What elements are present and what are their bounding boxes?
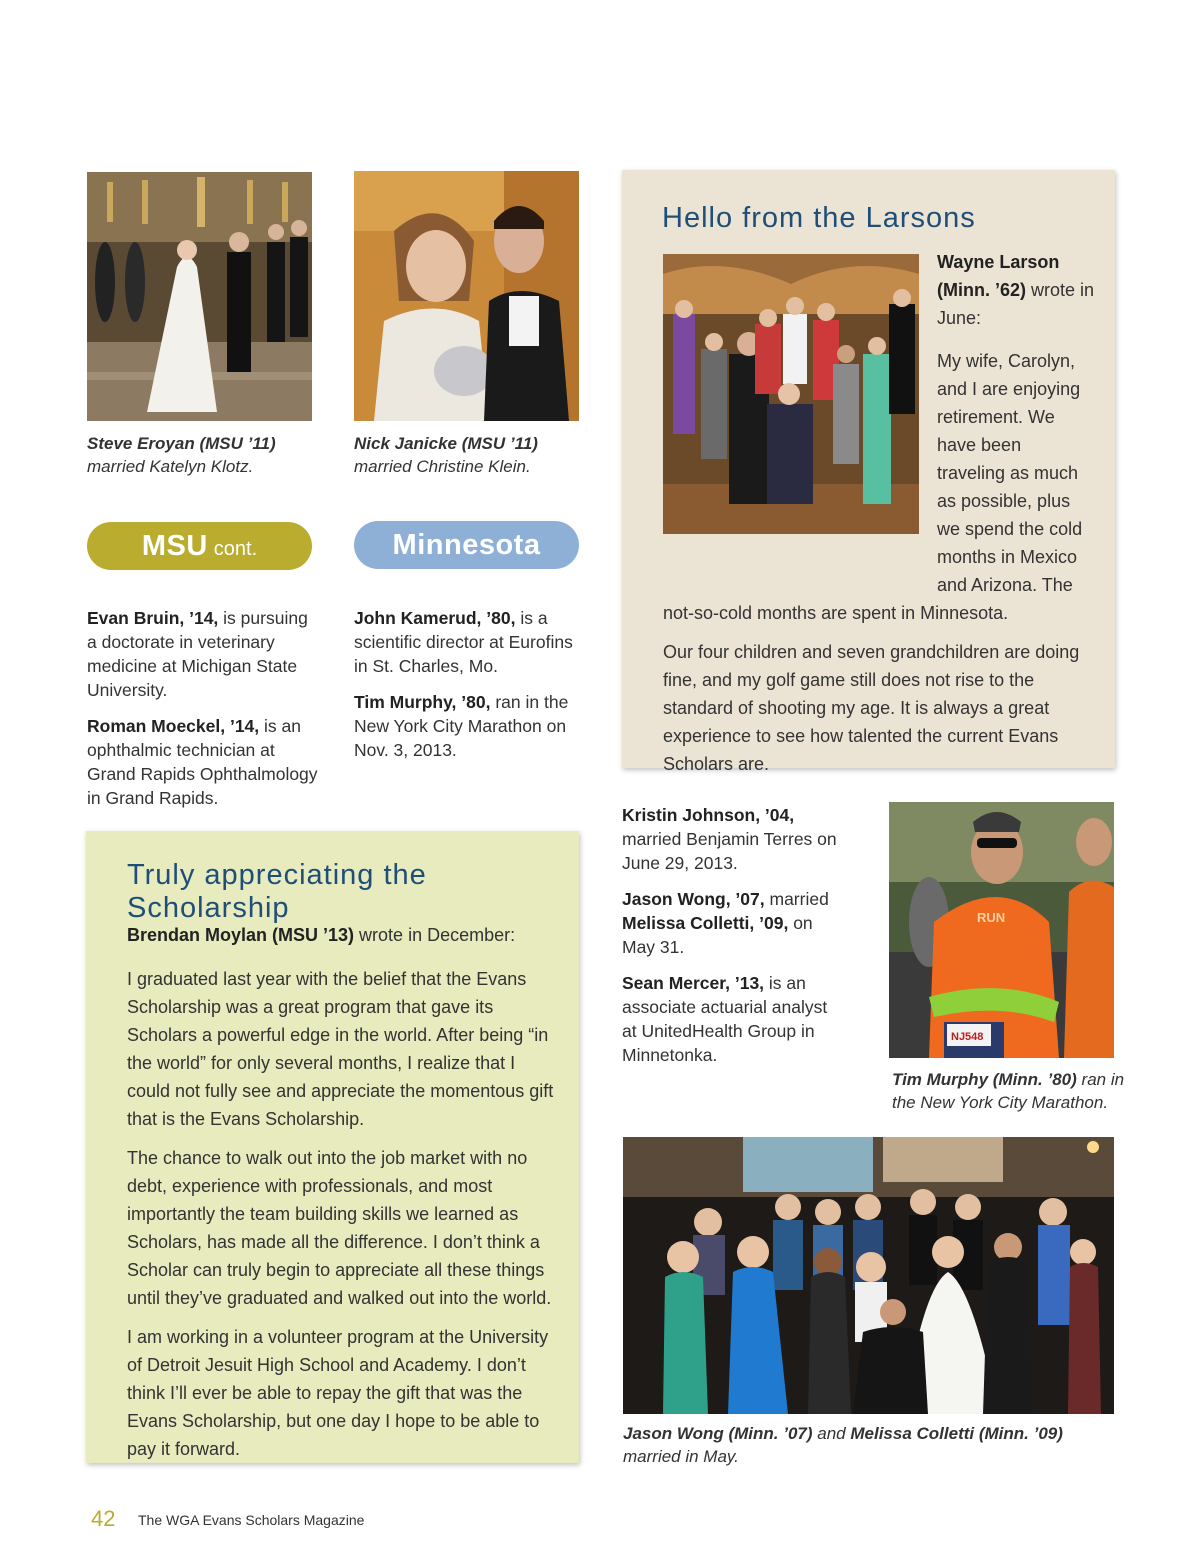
minnesota-notes-more xyxy=(622,803,842,1079)
note-text: is pursuing a doctorate in veterinary medicine at Michigan State University. xyxy=(87,608,308,700)
caption-eroyan xyxy=(87,432,327,478)
note-name-2: Melissa Colletti, ’09, xyxy=(622,913,789,933)
larsons-paragraph-1: My wife, Carolyn, and I are enjoying retirement. We have been traveling as much as possible, plus we spend the cold months in Mexico and Arizona. The not-so-cold months are spent in Minnesota. xyxy=(663,351,1083,623)
caption-name: Steve Eroyan (MSU ’11) xyxy=(87,434,276,453)
caption-text: ran in the New York City Marathon. xyxy=(892,1070,1125,1112)
note-name: Jason Wong, ’07, xyxy=(622,889,765,909)
note-text: on May 31. xyxy=(622,913,813,957)
larsons-paragraph-1-wrap xyxy=(663,347,1093,637)
photo-wong-colletti-wedding xyxy=(623,1137,1114,1414)
note-name: Tim Murphy, ’80, xyxy=(354,692,491,712)
note-text: ran in the New York City Marathon on Nov. 3, 2013. xyxy=(354,692,569,760)
class-note xyxy=(354,606,579,678)
page-number: 42 xyxy=(91,1506,116,1531)
note-name: Roman Moeckel, ’14, xyxy=(87,716,260,736)
caption-name: Tim Murphy (Minn. ’80) xyxy=(892,1070,1077,1089)
scholarship-paragraph: I graduated last year with the belief that the Evans Scholarship was a great program that gave its Scholars a powerful edge in the world. After being “in the world” for only several months, I realize that I could not fully see and appreciate the momentous gift that is the Evans Scholarship. xyxy=(127,969,554,1129)
note-name: Sean Mercer, ’13, xyxy=(622,973,765,993)
class-note xyxy=(622,887,842,959)
section-label: Minnesota xyxy=(392,528,541,561)
larsons-title: Hello from the Larsons xyxy=(662,202,976,234)
caption-name-2: Melissa Colletti (Minn. ’09) xyxy=(850,1424,1063,1443)
larsons-paragraph-2: Our four children and seven grandchildren are doing fine, and my golf game still does not rise to the standard of shooting my age. It is always a great experience to see how talented the current Evans Scholars are. xyxy=(663,642,1080,774)
msu-notes xyxy=(87,606,319,822)
caption-text: married Katelyn Klotz. xyxy=(87,457,254,476)
note-text: married xyxy=(769,889,829,909)
scholarship-paragraph: The chance to walk out into the job market with no debt, experience with professionals, and most importantly the team building skills we learned as Scholars, has made all the difference. I don’t think a Scholar can truly begin to appreciate all these things until they’ve graduated and walked out into the world. xyxy=(127,1148,552,1308)
scholarship-paragraph: I am working in a volunteer program at the University of Detroit Jesuit High School and Academy. I don’t think I’ll ever be able to repay the gift that was the Evans Scholarship, but one day I hope to be able to pay it forward. xyxy=(127,1327,549,1459)
caption-text: married Christine Klein. xyxy=(354,457,531,476)
caption-janicke xyxy=(354,432,594,478)
section-label: MSU xyxy=(141,529,208,562)
note-text: is an associate actuarial analyst at UnitedHealth Group in Minnetonka. xyxy=(622,973,828,1065)
class-note xyxy=(622,803,842,875)
larsons-intro xyxy=(937,248,1097,332)
note-name: John Kamerud, ’80, xyxy=(354,608,516,628)
note-text: is a scientific director at Eurofins in St. Charles, Mo. xyxy=(354,608,573,676)
scholarship-intro xyxy=(127,921,557,949)
photo-eroyan-wedding xyxy=(87,172,312,421)
caption-text: and xyxy=(817,1424,846,1443)
caption-text: married in May. xyxy=(623,1447,739,1466)
larsons-author-rest: wrote in June: xyxy=(937,280,1095,328)
photo-janicke-wedding xyxy=(354,171,579,421)
minnesota-notes xyxy=(354,606,579,774)
class-note xyxy=(87,606,319,702)
caption-name: Nick Janicke (MSU ’11) xyxy=(354,434,538,453)
larsons-author: Wayne Larson (Minn. ’62) xyxy=(937,252,1060,300)
note-name: Evan Bruin, ’14, xyxy=(87,608,219,628)
scholarship-author: Brendan Moylan (MSU ’13) xyxy=(127,925,355,945)
scholarship-sidebar xyxy=(86,831,579,1463)
scholarship-author-rest: wrote in December: xyxy=(359,925,516,945)
note-text: married Benjamin Terres on June 29, 2013. xyxy=(622,829,837,873)
scholarship-title: Truly appreciating the Scholarship xyxy=(127,859,427,924)
scholarship-body xyxy=(127,965,559,1463)
shirt-logo: RUN xyxy=(977,910,1006,925)
class-note xyxy=(622,971,842,1067)
note-text: is an ophthalmic technician at Grand Rapids Ophthalmology in Grand Rapids. xyxy=(87,716,318,808)
magazine-title: The WGA Evans Scholars Magazine xyxy=(138,1512,365,1528)
race-bib: NJ548 xyxy=(951,1031,984,1043)
photo-murphy-marathon xyxy=(889,802,1114,1058)
caption-murphy xyxy=(892,1068,1132,1114)
class-note xyxy=(87,714,319,810)
caption-wong-colletti xyxy=(623,1422,1113,1468)
section-suffix: cont. xyxy=(213,537,258,560)
float-spacer xyxy=(663,347,937,585)
class-note xyxy=(354,690,579,762)
section-header-msu xyxy=(87,522,312,570)
caption-name: Jason Wong (Minn. ’07) xyxy=(623,1424,813,1443)
note-name: Kristin Johnson, ’04, xyxy=(622,805,795,825)
section-header-minnesota xyxy=(354,521,579,569)
